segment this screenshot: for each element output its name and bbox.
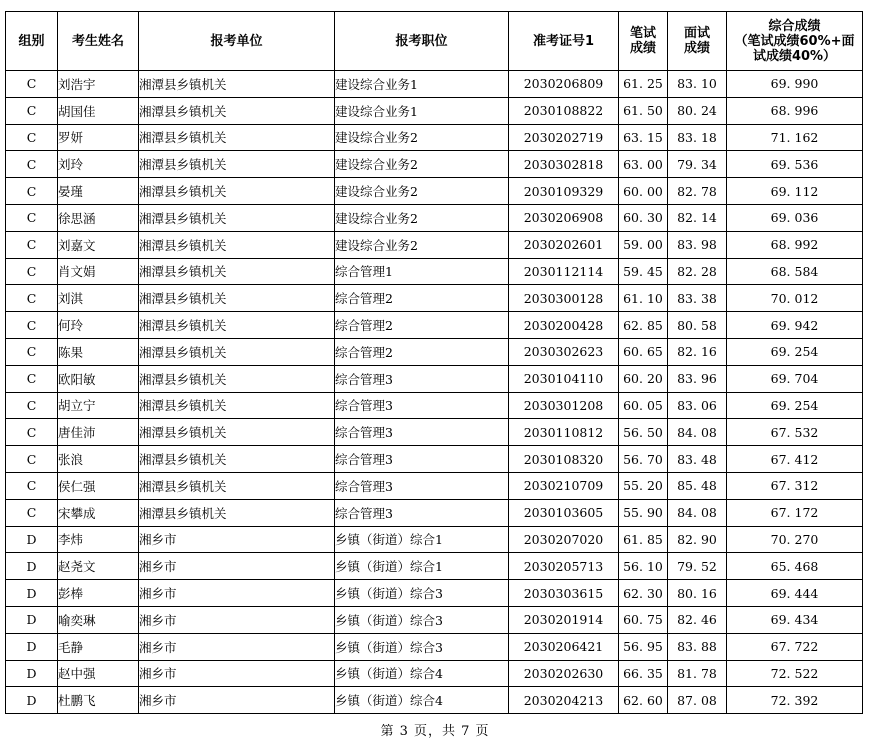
cell-name: 胡立宁	[58, 392, 139, 419]
table-row	[6, 204, 863, 231]
table-row	[6, 178, 863, 205]
cell-written-score: 56. 70	[619, 446, 668, 473]
cell-written-score: 56. 95	[619, 633, 668, 660]
cell-position: 建设综合业务1	[335, 97, 509, 124]
cell-unit: 湘潭县乡镇机关	[139, 312, 335, 339]
cell-name: 肖文娟	[58, 258, 139, 285]
cell-interview-score: 84. 08	[668, 419, 727, 446]
cell-total-score: 69. 434	[727, 606, 863, 633]
cell-name: 赵尧文	[58, 553, 139, 580]
header-total-line3: 试成绩40%）	[752, 48, 837, 64]
cell-group: C	[6, 338, 58, 365]
cell-group: C	[6, 446, 58, 473]
cell-exam-id: 2030104110	[509, 365, 619, 392]
header-row	[6, 12, 863, 71]
cell-written-score: 60. 30	[619, 204, 668, 231]
table-row	[6, 472, 863, 499]
cell-name: 喻奕琳	[58, 606, 139, 633]
cell-interview-score: 87. 08	[668, 687, 727, 714]
cell-written-score: 61. 10	[619, 285, 668, 312]
cell-total-score: 70. 012	[727, 285, 863, 312]
cell-unit: 湘潭县乡镇机关	[139, 499, 335, 526]
table-row	[6, 526, 863, 553]
cell-group: C	[6, 258, 58, 285]
cell-group: C	[6, 124, 58, 151]
cell-name: 徐思涵	[58, 204, 139, 231]
table-row	[6, 687, 863, 714]
cell-group: D	[6, 553, 58, 580]
cell-total-score: 67. 532	[727, 419, 863, 446]
cell-interview-score: 83. 88	[668, 633, 727, 660]
cell-interview-score: 85. 48	[668, 472, 727, 499]
table-row	[6, 553, 863, 580]
cell-total-score: 68. 992	[727, 231, 863, 258]
cell-written-score: 63. 00	[619, 151, 668, 178]
cell-exam-id: 2030206809	[509, 71, 619, 98]
table-row	[6, 606, 863, 633]
header-written-line1: 笔试	[629, 26, 656, 41]
cell-group: C	[6, 97, 58, 124]
cell-exam-id: 2030202719	[509, 124, 619, 151]
cell-written-score: 60. 20	[619, 365, 668, 392]
cell-exam-id: 2030301208	[509, 392, 619, 419]
cell-position: 乡镇（街道）综合4	[335, 660, 509, 687]
cell-exam-id: 2030302818	[509, 151, 619, 178]
cell-group: C	[6, 365, 58, 392]
cell-total-score: 67. 412	[727, 446, 863, 473]
cell-interview-score: 82. 14	[668, 204, 727, 231]
cell-exam-id: 2030210709	[509, 472, 619, 499]
cell-name: 毛静	[58, 633, 139, 660]
cell-interview-score: 82. 90	[668, 526, 727, 553]
cell-position: 乡镇（街道）综合1	[335, 526, 509, 553]
cell-position: 乡镇（街道）综合4	[335, 687, 509, 714]
cell-interview-score: 81. 78	[668, 660, 727, 687]
table-row	[6, 231, 863, 258]
cell-position: 建设综合业务2	[335, 124, 509, 151]
cell-exam-id: 2030303615	[509, 580, 619, 607]
cell-name: 李炜	[58, 526, 139, 553]
table-row	[6, 258, 863, 285]
cell-position: 乡镇（街道）综合1	[335, 553, 509, 580]
cell-exam-id: 2030207020	[509, 526, 619, 553]
cell-written-score: 60. 65	[619, 338, 668, 365]
cell-unit: 湘潭县乡镇机关	[139, 392, 335, 419]
cell-total-score: 71. 162	[727, 124, 863, 151]
cell-group: D	[6, 580, 58, 607]
cell-position: 综合管理3	[335, 472, 509, 499]
header-name: 考生姓名	[58, 12, 139, 71]
cell-unit: 湘潭县乡镇机关	[139, 151, 335, 178]
cell-group: C	[6, 312, 58, 339]
cell-written-score: 66. 35	[619, 660, 668, 687]
cell-written-score: 61. 25	[619, 71, 668, 98]
cell-written-score: 56. 10	[619, 553, 668, 580]
cell-name: 张浪	[58, 446, 139, 473]
cell-position: 综合管理2	[335, 285, 509, 312]
cell-written-score: 63. 15	[619, 124, 668, 151]
cell-group: C	[6, 419, 58, 446]
cell-interview-score: 80. 16	[668, 580, 727, 607]
cell-position: 综合管理3	[335, 365, 509, 392]
cell-position: 综合管理3	[335, 446, 509, 473]
cell-group: C	[6, 472, 58, 499]
cell-unit: 湘乡市	[139, 687, 335, 714]
cell-position: 建设综合业务2	[335, 231, 509, 258]
cell-total-score: 68. 996	[727, 97, 863, 124]
table-row	[6, 419, 863, 446]
cell-unit: 湘潭县乡镇机关	[139, 446, 335, 473]
cell-written-score: 60. 05	[619, 392, 668, 419]
cell-position: 综合管理3	[335, 392, 509, 419]
header-total-line1: 综合成绩	[768, 18, 821, 34]
cell-unit: 湘潭县乡镇机关	[139, 365, 335, 392]
cell-total-score: 69. 444	[727, 580, 863, 607]
header-total-score	[727, 12, 863, 71]
cell-position: 乡镇（街道）综合3	[335, 580, 509, 607]
cell-unit: 湘乡市	[139, 606, 335, 633]
cell-interview-score: 82. 78	[668, 178, 727, 205]
table-row	[6, 151, 863, 178]
cell-group: C	[6, 392, 58, 419]
cell-interview-score: 80. 24	[668, 97, 727, 124]
cell-position: 建设综合业务2	[335, 204, 509, 231]
cell-exam-id: 2030103605	[509, 499, 619, 526]
table-row	[6, 499, 863, 526]
cell-position: 建设综合业务1	[335, 71, 509, 98]
cell-unit: 湘潭县乡镇机关	[139, 178, 335, 205]
cell-total-score: 69. 112	[727, 178, 863, 205]
cell-interview-score: 82. 46	[668, 606, 727, 633]
cell-group: D	[6, 687, 58, 714]
cell-unit: 湘潭县乡镇机关	[139, 204, 335, 231]
cell-interview-score: 83. 18	[668, 124, 727, 151]
cell-unit: 湘乡市	[139, 580, 335, 607]
cell-group: C	[6, 285, 58, 312]
cell-written-score: 56. 50	[619, 419, 668, 446]
cell-total-score: 67. 312	[727, 472, 863, 499]
cell-position: 乡镇（街道）综合3	[335, 606, 509, 633]
header-interview-score	[668, 12, 727, 71]
cell-exam-id: 2030206908	[509, 204, 619, 231]
header-position: 报考职位	[335, 12, 509, 71]
cell-name: 刘玲	[58, 151, 139, 178]
cell-name: 刘嘉文	[58, 231, 139, 258]
cell-unit: 湘潭县乡镇机关	[139, 231, 335, 258]
cell-unit: 湘潭县乡镇机关	[139, 71, 335, 98]
table-row	[6, 392, 863, 419]
cell-interview-score: 79. 34	[668, 151, 727, 178]
header-total-line2: （笔试成绩60%+面	[734, 33, 855, 49]
table-row	[6, 633, 863, 660]
cell-total-score: 69. 704	[727, 365, 863, 392]
cell-exam-id: 2030109329	[509, 178, 619, 205]
cell-group: C	[6, 71, 58, 98]
cell-exam-id: 2030300128	[509, 285, 619, 312]
cell-name: 赵中强	[58, 660, 139, 687]
cell-group: D	[6, 606, 58, 633]
cell-position: 建设综合业务2	[335, 151, 509, 178]
cell-interview-score: 83. 38	[668, 285, 727, 312]
cell-written-score: 55. 90	[619, 499, 668, 526]
cell-written-score: 60. 00	[619, 178, 668, 205]
cell-written-score: 62. 85	[619, 312, 668, 339]
cell-exam-id: 2030205713	[509, 553, 619, 580]
cell-name: 陈果	[58, 338, 139, 365]
cell-exam-id: 2030302623	[509, 338, 619, 365]
cell-exam-id: 2030108822	[509, 97, 619, 124]
cell-written-score: 61. 85	[619, 526, 668, 553]
cell-exam-id: 2030200428	[509, 312, 619, 339]
cell-total-score: 69. 536	[727, 151, 863, 178]
cell-written-score: 61. 50	[619, 97, 668, 124]
cell-unit: 湘潭县乡镇机关	[139, 97, 335, 124]
cell-exam-id: 2030202601	[509, 231, 619, 258]
cell-total-score: 69. 990	[727, 71, 863, 98]
cell-total-score: 70. 270	[727, 526, 863, 553]
table-body	[6, 71, 863, 714]
cell-interview-score: 83. 06	[668, 392, 727, 419]
cell-total-score: 69. 036	[727, 204, 863, 231]
cell-written-score: 60. 75	[619, 606, 668, 633]
cell-exam-id: 2030110812	[509, 419, 619, 446]
table-row	[6, 97, 863, 124]
cell-position: 综合管理2	[335, 338, 509, 365]
cell-unit: 湘潭县乡镇机关	[139, 258, 335, 285]
header-group: 组别	[6, 12, 58, 71]
header-exam-id: 准考证号1	[509, 12, 619, 71]
table-row	[6, 365, 863, 392]
cell-exam-id: 2030201914	[509, 606, 619, 633]
header-written-line2: 成绩	[629, 41, 656, 56]
cell-total-score: 69. 254	[727, 338, 863, 365]
cell-total-score: 67. 172	[727, 499, 863, 526]
header-unit: 报考单位	[139, 12, 335, 71]
cell-position: 综合管理3	[335, 499, 509, 526]
cell-written-score: 62. 30	[619, 580, 668, 607]
cell-total-score: 69. 254	[727, 392, 863, 419]
cell-interview-score: 83. 98	[668, 231, 727, 258]
cell-name: 杜鹏飞	[58, 687, 139, 714]
cell-name: 罗妍	[58, 124, 139, 151]
table-row	[6, 580, 863, 607]
cell-interview-score: 83. 48	[668, 446, 727, 473]
cell-unit: 湘潭县乡镇机关	[139, 419, 335, 446]
cell-interview-score: 83. 96	[668, 365, 727, 392]
table-row	[6, 124, 863, 151]
cell-name: 刘淇	[58, 285, 139, 312]
cell-exam-id: 2030204213	[509, 687, 619, 714]
cell-interview-score: 83. 10	[668, 71, 727, 98]
cell-unit: 湘乡市	[139, 633, 335, 660]
cell-unit: 湘潭县乡镇机关	[139, 285, 335, 312]
cell-unit: 湘乡市	[139, 553, 335, 580]
table-row	[6, 285, 863, 312]
cell-written-score: 59. 00	[619, 231, 668, 258]
table-row	[6, 312, 863, 339]
cell-name: 晏瑾	[58, 178, 139, 205]
cell-written-score: 55. 20	[619, 472, 668, 499]
cell-unit: 湘潭县乡镇机关	[139, 472, 335, 499]
cell-position: 综合管理1	[335, 258, 509, 285]
header-interview-line1: 面试	[683, 26, 710, 41]
cell-total-score: 67. 722	[727, 633, 863, 660]
cell-unit: 湘潭县乡镇机关	[139, 338, 335, 365]
cell-group: C	[6, 178, 58, 205]
cell-group: C	[6, 204, 58, 231]
cell-exam-id: 2030108320	[509, 446, 619, 473]
cell-exam-id: 2030202630	[509, 660, 619, 687]
cell-total-score: 72. 522	[727, 660, 863, 687]
cell-unit: 湘乡市	[139, 526, 335, 553]
cell-total-score: 69. 942	[727, 312, 863, 339]
table-row	[6, 446, 863, 473]
cell-name: 宋攀成	[58, 499, 139, 526]
cell-exam-id: 2030112114	[509, 258, 619, 285]
cell-total-score: 65. 468	[727, 553, 863, 580]
cell-group: D	[6, 633, 58, 660]
cell-group: C	[6, 151, 58, 178]
cell-total-score: 72. 392	[727, 687, 863, 714]
cell-group: C	[6, 499, 58, 526]
cell-unit: 湘乡市	[139, 660, 335, 687]
cell-name: 胡国佳	[58, 97, 139, 124]
cell-name: 欧阳敏	[58, 365, 139, 392]
cell-position: 建设综合业务2	[335, 178, 509, 205]
cell-interview-score: 82. 28	[668, 258, 727, 285]
header-interview-line2: 成绩	[683, 41, 710, 56]
cell-unit: 湘潭县乡镇机关	[139, 124, 335, 151]
table-row	[6, 338, 863, 365]
cell-name: 何玲	[58, 312, 139, 339]
page-footer: 第 3 页，共 7 页	[380, 724, 490, 739]
table-row	[6, 660, 863, 687]
cell-group: D	[6, 526, 58, 553]
cell-total-score: 68. 584	[727, 258, 863, 285]
cell-name: 彭棒	[58, 580, 139, 607]
header-written-score	[619, 12, 668, 71]
cell-position: 综合管理3	[335, 419, 509, 446]
cell-written-score: 62. 60	[619, 687, 668, 714]
cell-written-score: 59. 45	[619, 258, 668, 285]
cell-group: D	[6, 660, 58, 687]
cell-interview-score: 79. 52	[668, 553, 727, 580]
cell-position: 综合管理2	[335, 312, 509, 339]
cell-interview-score: 84. 08	[668, 499, 727, 526]
results-table	[5, 11, 863, 714]
cell-exam-id: 2030206421	[509, 633, 619, 660]
table-row	[6, 71, 863, 98]
cell-group: C	[6, 231, 58, 258]
cell-name: 刘浩宇	[58, 71, 139, 98]
cell-interview-score: 80. 58	[668, 312, 727, 339]
cell-interview-score: 82. 16	[668, 338, 727, 365]
cell-name: 唐佳沛	[58, 419, 139, 446]
cell-name: 侯仁强	[58, 472, 139, 499]
cell-position: 乡镇（街道）综合3	[335, 633, 509, 660]
